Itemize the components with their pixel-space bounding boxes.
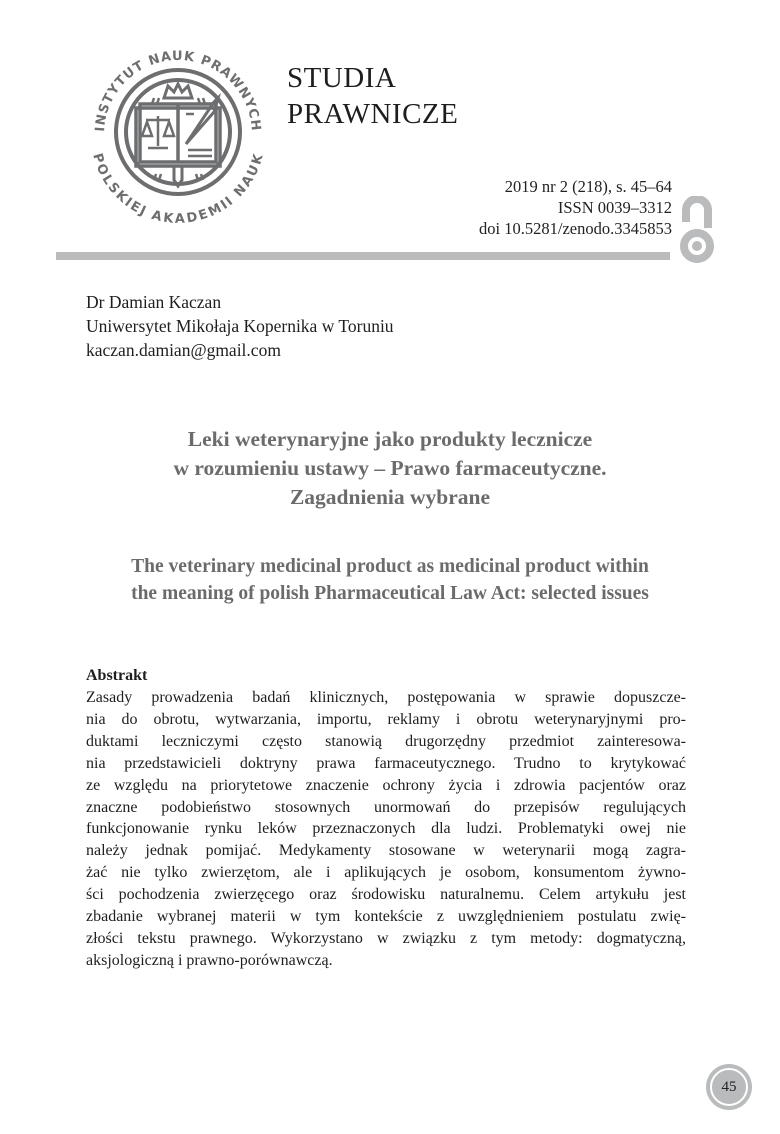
header-divider [56,252,670,260]
abstract-line: złości tekstu prawnego. Wykorzystano w związku z tym metody: dogmatyczną, [86,929,686,947]
abstract-line: nia do obrotu, wytwarzania, importu, reklamy i obrotu weterynaryjnymi pro- [86,710,686,728]
open-access-lock-icon [680,196,714,266]
page-number-badge [706,1064,752,1110]
institute-logo [90,40,266,224]
author-email[interactable]: kaczan.damian@gmail.com [86,340,281,360]
article-title-en [80,553,700,607]
title-en-line2: the meaning of polish Pharmaceutical Law Act: selected issues [131,583,649,604]
page-number: 45 [721,1078,737,1095]
abstract-line: ści pochodzenia zwierzęcego oraz środowisku naturalnemu. Celem artykułu jest [86,886,686,904]
title-pl-line2: w rozumieniu ustawy – Prawo farmaceutyczne. [173,456,607,480]
issn: ISSN 0039–3312 [557,198,672,217]
abstract-line: znaczne podobieństwo stosownych unormowań do przepisów regulujących [86,798,686,816]
author-block [86,290,394,362]
author-affiliation: Uniwersytet Mikołaja Kopernika w Toruniu [86,316,394,336]
title-pl-line3: Zagadnienia wybrane [289,485,491,509]
abstract-section [86,665,686,972]
abstract-line: aksjologiczną i prawno-porównawczą. [86,951,333,969]
title-pl-line1: Leki weterynaryjne jako produkty lecznicze [187,427,593,451]
abstract-line: żać nie tylko zwierzętom, ale i aplikujących je osobom, konsumentom żywno- [86,864,686,882]
abstract-line: nia przedstawicieli doktryny prawa farmaceutycznego. Trudno to krytykować [86,754,686,772]
article-title-pl [80,425,700,512]
publication-meta [479,176,672,239]
abstract-line: zbadanie wybranej materii w tym kontekście z uwzględnieniem postulatu zwię- [86,908,686,926]
svg-text:POLSKIEJ AKADEMII NAUK: POLSKIEJ AKADEMII NAUK [90,151,266,224]
abstract-line: należy jednak pomijać. Medykamenty stosowane w weterynarii mogą zagra- [86,842,686,860]
abstract-line: ze względu na priorytetowe znaczenie ochrony życia i zdrowia pacjentów oraz [86,776,686,794]
title-en-line1: The veterinary medicinal product as medicinal product within [131,556,649,577]
author-name: Dr Damian Kaczan [86,292,222,312]
issue-info: 2019 nr 2 (218), s. 45–64 [504,177,672,196]
journal-title-line1: STUDIA [287,62,397,94]
abstract-line: Zasady prowadzenia badań klinicznych, postępowania w sprawie dopuszcze- [86,689,686,706]
journal-title-line2: PRAWNICZE [287,98,459,130]
abstract-heading: Abstrakt [86,667,148,684]
institute-seal-icon [90,40,266,224]
doi-link[interactable]: doi 10.5281/zenodo.3345853 [479,219,672,238]
svg-text:INSTYTUT NAUK PRAWNYCH: INSTYTUT NAUK PRAWNYCH [92,48,264,133]
abstract-line: funkcjonowanie rynku leków przeznaczonych dla ludzi. Problematyki owej nie [86,820,686,838]
journal-title [287,60,458,132]
abstract-line: duktami leczniczymi często stanowią drugorzędny przedmiot zainteresowa- [86,732,686,750]
